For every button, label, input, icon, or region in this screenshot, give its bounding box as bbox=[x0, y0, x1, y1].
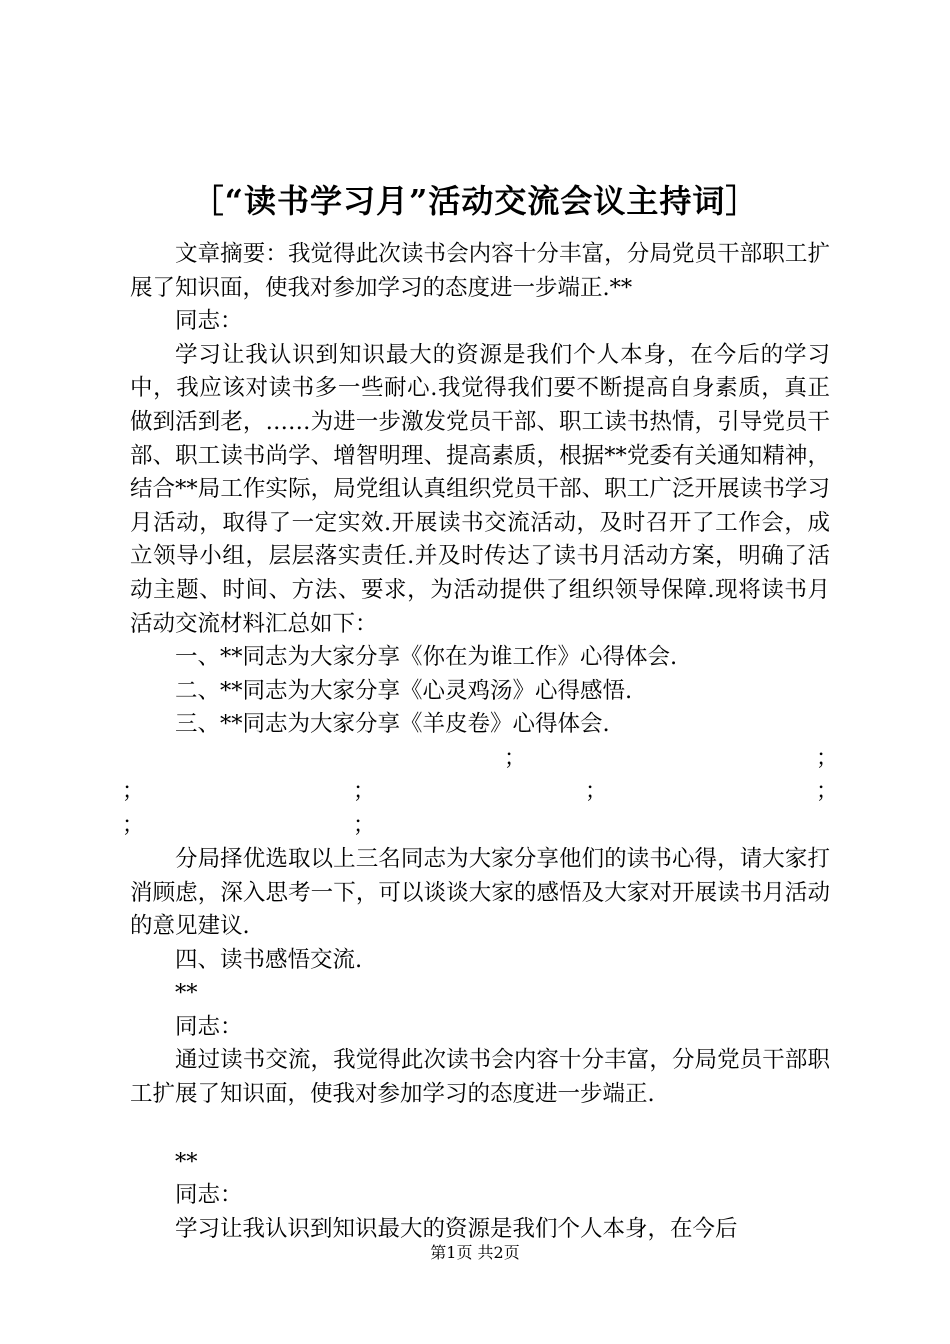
name-placeholder: ** bbox=[175, 1148, 198, 1175]
body-paragraph: 学习让我认识到知识最大的资源是我们个人本身，在今后的学习中，我应该对读书多一些耐心.我觉得我们要不断提高自身素质，真正做到活到老，……为进一步激发党员干部、职工读书热情，引导党员干部、职工读书尚学、增智明理、提高素质，根据**党委有关通知精神，结合**局工作实际，局党组认真组织党员干部、职工广泛开展读书学习月活动，取得了一定实效.开展读书交流活动，及时召开了工作会，成立领导小组，层层落实责任.并及时传达了读书月活动方案，明确了活动主题、时间、方法、要求，为活动提供了组织领导保障.现将读书月活动交流材料汇总如下： bbox=[130, 341, 830, 637]
semicolon-placeholder-block bbox=[122, 742, 839, 843]
abstract-paragraph: 文章摘要：我觉得此次读书会内容十分丰富，分局党员干部职工扩展了知识面，使我对参加学习的态度进一步端正.** bbox=[130, 241, 830, 301]
body-paragraph: 通过读书交流，我觉得此次读书会内容十分丰富，分局党员干部职工扩展了知识面，使我对参加学习的态度进一步端正. bbox=[130, 1047, 830, 1108]
paragraph-gap bbox=[130, 1112, 830, 1146]
semicolon-mark: ； bbox=[504, 745, 527, 771]
salutation: 同志： bbox=[175, 308, 243, 335]
semicolon-mark: ； bbox=[816, 778, 839, 804]
body-paragraph: 分局择优选取以上三名同志为大家分享他们的读书心得，请大家打消顾虑，深入思考一下，可以谈谈大家的感悟及大家对开展读书月活动的意见建议. bbox=[130, 845, 830, 940]
semicolon-mark: ； bbox=[122, 778, 145, 804]
list-item: 一、**同志为大家分享《你在为谁工作》心得体会. bbox=[175, 644, 678, 671]
page-footer: 第1页 共2页 bbox=[430, 1243, 520, 1262]
semicolon-mark: ； bbox=[353, 778, 376, 804]
salutation: 同志： bbox=[175, 1013, 243, 1040]
list-item: 二、**同志为大家分享《心灵鸡汤》心得感悟. bbox=[175, 677, 633, 704]
name-placeholder: ** bbox=[175, 980, 198, 1007]
body-paragraph: 学习让我认识到知识最大的资源是我们个人本身，在今后 bbox=[175, 1215, 738, 1242]
semicolon-mark: ； bbox=[585, 778, 608, 804]
document-body bbox=[122, 238, 839, 1246]
semicolon-mark: ； bbox=[353, 812, 376, 838]
list-item: 四、读书感悟交流. bbox=[175, 946, 363, 973]
document-title: ［“读书学习月”活动交流会议主持词］ bbox=[191, 182, 759, 220]
semicolon-mark: ； bbox=[122, 812, 145, 838]
salutation: 同志： bbox=[175, 1182, 243, 1209]
list-item: 三、**同志为大家分享《羊皮卷》心得体会. bbox=[175, 711, 610, 738]
semicolon-mark: ； bbox=[816, 745, 839, 771]
